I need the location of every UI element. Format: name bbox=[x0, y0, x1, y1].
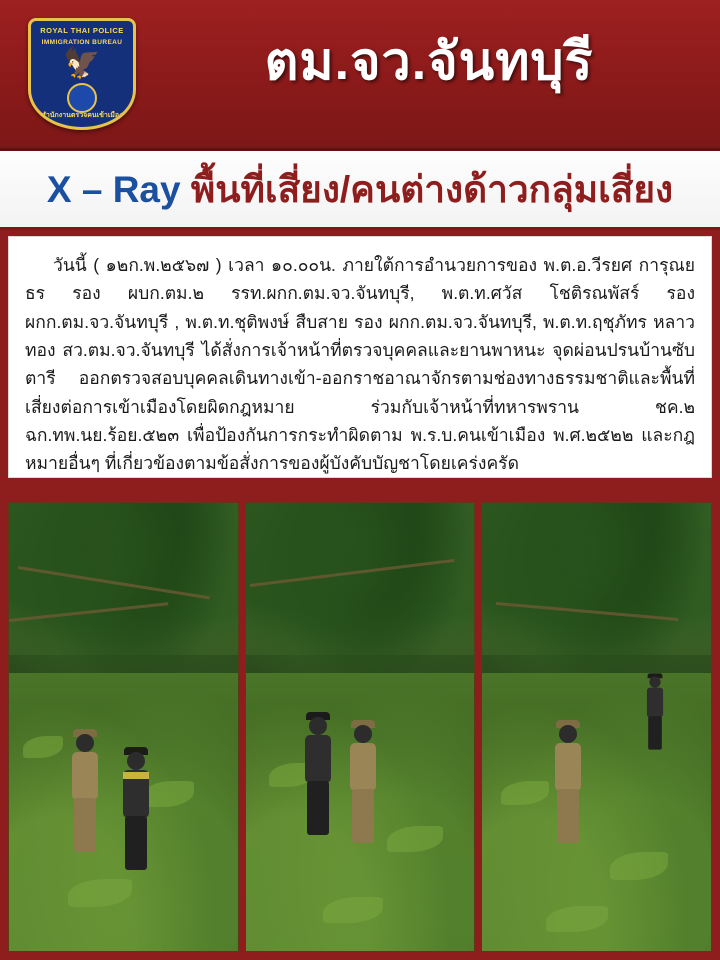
emblem-shield bbox=[28, 18, 136, 130]
photo-patrol-left bbox=[8, 502, 239, 952]
officer-legs bbox=[557, 789, 579, 843]
subtitle-prefix: X – Ray bbox=[46, 168, 191, 210]
officer-figure bbox=[644, 676, 665, 749]
officer-legs bbox=[74, 798, 96, 852]
emblem-seal-icon bbox=[67, 83, 97, 113]
emblem-arc-bottom-text: สำนักงานตรวจคนเข้าเมือง bbox=[41, 112, 123, 119]
header-banner bbox=[0, 0, 720, 151]
officer-head bbox=[309, 717, 327, 735]
officer-head bbox=[354, 725, 372, 743]
royal-thai-police-emblem bbox=[22, 14, 142, 136]
officer-torso bbox=[555, 743, 581, 791]
photo-patrol-center bbox=[245, 502, 476, 952]
emblem-arc-top-text: ROYAL THAI POLICE bbox=[40, 26, 124, 35]
officer-torso bbox=[350, 743, 376, 791]
subtitle-text bbox=[47, 160, 673, 219]
officer-figure bbox=[68, 734, 102, 852]
officer-head bbox=[76, 734, 94, 752]
officer-head bbox=[559, 725, 577, 743]
officer-head bbox=[649, 676, 660, 687]
officer-head bbox=[127, 752, 145, 770]
body-paragraph: วันนี้ ( ๑๒ก.พ.๒๕๖๗ ) เวลา ๑๐.๐๐น. ภายใต้การอำนวยการของ พ.ต.อ.วีรยศ การุณยธร รอง ผบก.ตม.๒ รรท.ผกก.ตม.จว.จันทบุรี, พ.ต.ท.ศวัส โชติรณพัสร์ รอง ผกก.ตม.จว.จันทบุรี , พ.ต.ท.ชุติพงษ์ สืบสาย รอง ผกก.ตม.จว.จันทบุรี, พ.ต.ท.ฤชุภัทร หลาวทอง สว.ตม.จว.จันทบุรี ได้สั่งการเจ้าหน้าที่ตรวจบุคคลและยานพาหนะ จุดผ่อนปรนบ้านซับตารี ออกตรวจสอบบุคคลเดินทางเข้า-ออกราชอาณาจักรตามช่องทางธรรมชาติและพื้นที่เสี่ยงต่อการเข้าเมืองโดยผิดกฎหมาย ร่วมกับเจ้าหน้าที่ทหารพราน ชค.๒ ฉก.ทพ.นย.ร้อย.๕๒๓ เพื่อป้องกันการกระทำผิดตาม พ.ร.บ.คนเข้าเมือง พ.ศ.๒๕๒๒ และกฎหมายอื่นๆ ที่เกี่ยวข้องตามข้อสั่งการของผู้บังคับบัญชาโดยเคร่งครัด bbox=[25, 255, 695, 474]
officer-torso bbox=[305, 735, 331, 783]
emblem-arc-sub-text: IMMIGRATION BUREAU bbox=[41, 39, 123, 46]
officer-figure bbox=[119, 752, 153, 870]
garuda-icon: 🦅 bbox=[63, 47, 101, 80]
subtitle-banner bbox=[0, 151, 720, 230]
officer-legs bbox=[648, 716, 662, 749]
officer-legs bbox=[125, 816, 147, 870]
officer-torso bbox=[647, 687, 663, 717]
officer-sash bbox=[123, 772, 149, 779]
photo-strip bbox=[8, 502, 712, 952]
subtitle-main: พื้นที่เสี่ยง/คนต่างด้าวกลุ่มเสี่ยง bbox=[190, 168, 674, 210]
body-card bbox=[8, 236, 712, 478]
officer-figure bbox=[551, 725, 585, 843]
officer-torso bbox=[72, 752, 98, 800]
page-title: ตม.จว.จันทบุรี bbox=[264, 33, 594, 91]
photo-patrol-right bbox=[481, 502, 712, 952]
officer-figure bbox=[346, 725, 380, 843]
officer-legs bbox=[307, 781, 329, 835]
officer-legs bbox=[352, 789, 374, 843]
officer-figure bbox=[301, 717, 335, 835]
